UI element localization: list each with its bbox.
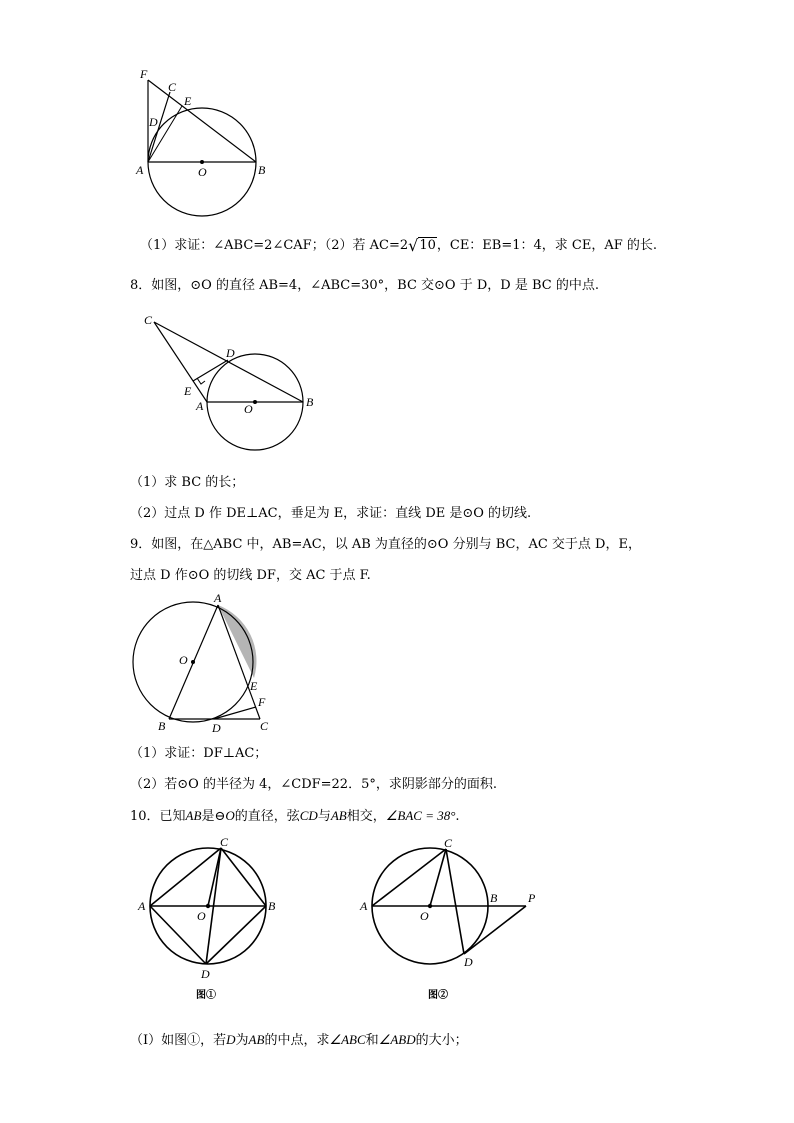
q9-label-o: O xyxy=(179,653,188,667)
q7-label-b: B xyxy=(258,163,266,177)
q8-label-d: D xyxy=(226,346,235,360)
q9-label-e: E xyxy=(250,679,258,693)
q10f2-label-b: B xyxy=(490,891,498,905)
q9-label-c: C xyxy=(260,719,269,732)
q10f1-label-c: C xyxy=(220,836,229,849)
q10-figure-2 xyxy=(358,836,548,1004)
q9-part2: （2）若⊙O 的半径为 4，∠CDF=22．5°，求阴影部分的面积. xyxy=(130,777,497,792)
q10-part1-a: （Ⅰ）如图①，若 xyxy=(130,1033,227,1048)
q8-stem: 8．如图，⊙O 的直径 AB=4，∠ABC=30°，BC 交⊙O 于 D，D 是 BC 的中点. xyxy=(130,278,599,293)
q10f2-line-ac xyxy=(372,849,446,906)
q10-stem-mid4: 相交， xyxy=(346,809,386,824)
q10-part1-b: 为 xyxy=(235,1033,249,1048)
q9-center-dot xyxy=(191,660,195,664)
q9-label-d: D xyxy=(212,721,221,732)
q7-label-c: C xyxy=(168,80,177,94)
q10f2-center-dot xyxy=(428,904,432,908)
q8-label-b: B xyxy=(306,395,314,409)
q7-figure xyxy=(132,66,272,222)
q9-stem-line2: 过点 D 作⊙O 的切线 DF，交 AC 于点 F. xyxy=(130,568,371,583)
q8-label-a: A xyxy=(196,399,204,413)
q10f1-caption: 图① xyxy=(196,990,216,1001)
q10-part1-c: 的中点，求 xyxy=(264,1033,330,1048)
q7-label-f: F xyxy=(140,67,148,81)
q10-part1-and: 和 xyxy=(365,1033,379,1048)
q10f1-line-db xyxy=(206,906,266,964)
q7-center-dot xyxy=(200,160,204,164)
q10-part1 xyxy=(130,1032,468,1049)
q10-stem-end: . xyxy=(455,809,460,824)
q10-stem-mid2: 的直径，弦 xyxy=(234,809,300,824)
q8-label-e: E xyxy=(184,384,192,398)
q10-part1-abd: ∠ABD xyxy=(378,1032,416,1047)
q10-part1-arc: AB xyxy=(248,1032,265,1047)
q9-shaded-region xyxy=(218,605,256,678)
q10f1-label-o: O xyxy=(197,909,206,923)
q10-figure-1 xyxy=(134,836,284,1004)
q9-part1: （1）求证：DF⊥AC； xyxy=(130,746,268,761)
q8-part1: （1）求 BC 的长； xyxy=(130,475,245,490)
q8-label-c: C xyxy=(144,313,153,327)
q7-text-part2: ，CE：EB=1：4，求 CE，AF 的长. xyxy=(436,238,658,253)
q10f1-label-b: B xyxy=(268,899,276,913)
q7-label-o: O xyxy=(198,165,207,179)
q8-figure xyxy=(140,308,330,454)
q8-line-ca xyxy=(154,322,207,402)
q10f2-label-a: A xyxy=(360,899,368,913)
q10f1-label-d: D xyxy=(201,967,210,981)
q7-label-d: D xyxy=(149,115,158,129)
q9-stem-line1: 9．如图，在△ABC 中，AB=AC，以 AB 为直径的⊙O 分别与 BC，AC 交于点 D，E， xyxy=(130,537,641,552)
q10-stem-ab2: AB xyxy=(330,808,347,823)
q10f1-line-cb xyxy=(221,848,266,906)
q9-label-b: B xyxy=(158,719,166,732)
q10-stem xyxy=(130,808,460,825)
q10f1-center-dot xyxy=(206,904,210,908)
q10-part1-end: 的大小； xyxy=(415,1033,468,1048)
q10f2-label-c: C xyxy=(444,836,453,850)
q9-label-a: A xyxy=(214,592,222,605)
q8-label-o: O xyxy=(244,402,253,416)
q7-line-fb xyxy=(148,80,256,162)
q7-label-e: E xyxy=(184,94,192,108)
q8-center-dot xyxy=(253,400,257,404)
q8-right-angle-mark xyxy=(197,378,205,384)
q10f2-line-dp xyxy=(464,906,526,954)
q7-label-a: A xyxy=(136,163,144,177)
q10-stem-prefix: 10．已知 xyxy=(130,809,186,824)
q10f2-label-d: D xyxy=(464,955,473,969)
q7-sqrt-coef: 2 xyxy=(399,238,409,253)
q10-stem-ab: AB xyxy=(185,808,202,823)
q10f2-label-p: P xyxy=(528,891,536,905)
q10-part1-abc: ∠ABC xyxy=(329,1032,366,1047)
q10f1-label-a: A xyxy=(138,899,146,913)
q10f2-label-o: O xyxy=(420,909,429,923)
q10-part1-d: D xyxy=(226,1032,236,1047)
q7-sqrt: √10 xyxy=(408,236,436,255)
q10f2-line-cd xyxy=(446,849,464,954)
q8-part2: （2）过点 D 作 DE⊥AC，垂足为 E，求证：直线 DE 是⊙O 的切线. xyxy=(130,506,532,521)
q9-figure xyxy=(126,592,276,732)
q10-stem-o: O xyxy=(225,808,235,823)
q7-question-text xyxy=(140,238,657,254)
q10-stem-cd: CD xyxy=(299,808,318,823)
q9-label-f: F xyxy=(258,695,266,709)
q10-stem-angle: ∠BAC = 38° xyxy=(385,808,456,823)
q8-line-de xyxy=(193,360,228,381)
q7-sqrt-arg: 10 xyxy=(419,238,436,253)
q9-line-df xyxy=(214,707,256,719)
q10-stem-mid3: 与 xyxy=(317,809,331,824)
q10-stem-mid1: 是⊖ xyxy=(201,809,226,824)
q10f2-line-co xyxy=(430,849,446,906)
q10f2-caption: 图② xyxy=(428,990,448,1001)
q7-text-part1: （1）求证：∠ABC=2∠CAF；（2）若 AC= xyxy=(140,238,400,253)
